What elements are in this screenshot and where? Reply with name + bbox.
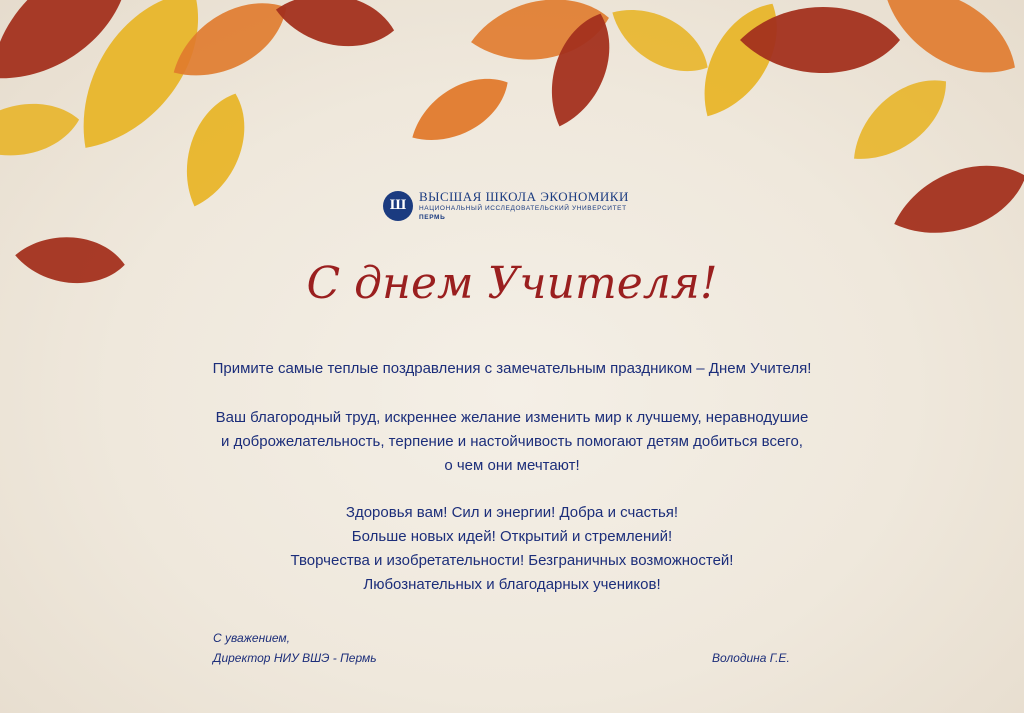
leaf-shape xyxy=(401,63,519,157)
leaf-shape xyxy=(884,149,1024,251)
leaf-shape xyxy=(838,62,962,177)
leaf-shape xyxy=(0,95,83,165)
logo-subtitle: НАЦИОНАЛЬНЫЙ ИССЛЕДОВАТЕЛЬСКИЙ УНИВЕРСИТЕТ xyxy=(419,205,627,212)
hse-logo-icon: Ш xyxy=(383,191,413,221)
leaf-shape xyxy=(0,0,153,106)
logo-university-name: ВЫСШАЯ ШКОЛА ЭКОНОМИКИ xyxy=(419,189,629,204)
paragraph-line: о чем они мечтают! xyxy=(444,457,580,474)
leaf-shape xyxy=(740,7,900,73)
leaf-shape xyxy=(684,0,795,130)
leaf-shape xyxy=(466,0,614,71)
paragraph-line: Ваш благородный труд, искреннее желание изменить мир к лучшему, неравнодушие xyxy=(215,409,809,426)
paragraph-3 xyxy=(112,501,912,597)
logo-city: ПЕРМЬ xyxy=(419,213,446,221)
leaf-shape xyxy=(160,0,299,96)
paragraph-line: Больше новых идей! Открытий и стремлений! xyxy=(351,528,673,545)
signature-block xyxy=(213,628,377,668)
greeting-title: С днем Учителя! xyxy=(306,258,718,309)
paragraph-line: и доброжелательность, терпение и настойчивость помогают детям добиться всего, xyxy=(221,433,803,450)
leaf-shape xyxy=(272,0,399,55)
leaf-shape xyxy=(601,0,719,87)
signature-greeting: С уважением, xyxy=(213,631,290,645)
paragraph-line: Любознательных и благодарных учеников! xyxy=(363,576,661,593)
signature-name: Володина Г.Е. xyxy=(712,651,790,665)
paragraph-2 xyxy=(112,406,912,478)
leaf-shape xyxy=(53,0,226,170)
paragraph-1 xyxy=(112,357,912,381)
paragraph-line: Творчества и изобретательности! Безграничных возможностей! xyxy=(290,552,734,569)
hse-logo xyxy=(383,190,629,221)
paragraph-line: Здоровья вам! Сил и энергии! Добра и счастья! xyxy=(345,504,679,521)
leaf-shape xyxy=(171,85,259,215)
leaf-shape xyxy=(536,5,624,135)
leaf-shape xyxy=(870,0,1024,94)
signature-position: Директор НИУ ВШЭ - Пермь xyxy=(213,651,377,665)
paragraph-line: Примите самые теплые поздравления с замечательным праздником – Днем Учителя! xyxy=(212,360,812,377)
